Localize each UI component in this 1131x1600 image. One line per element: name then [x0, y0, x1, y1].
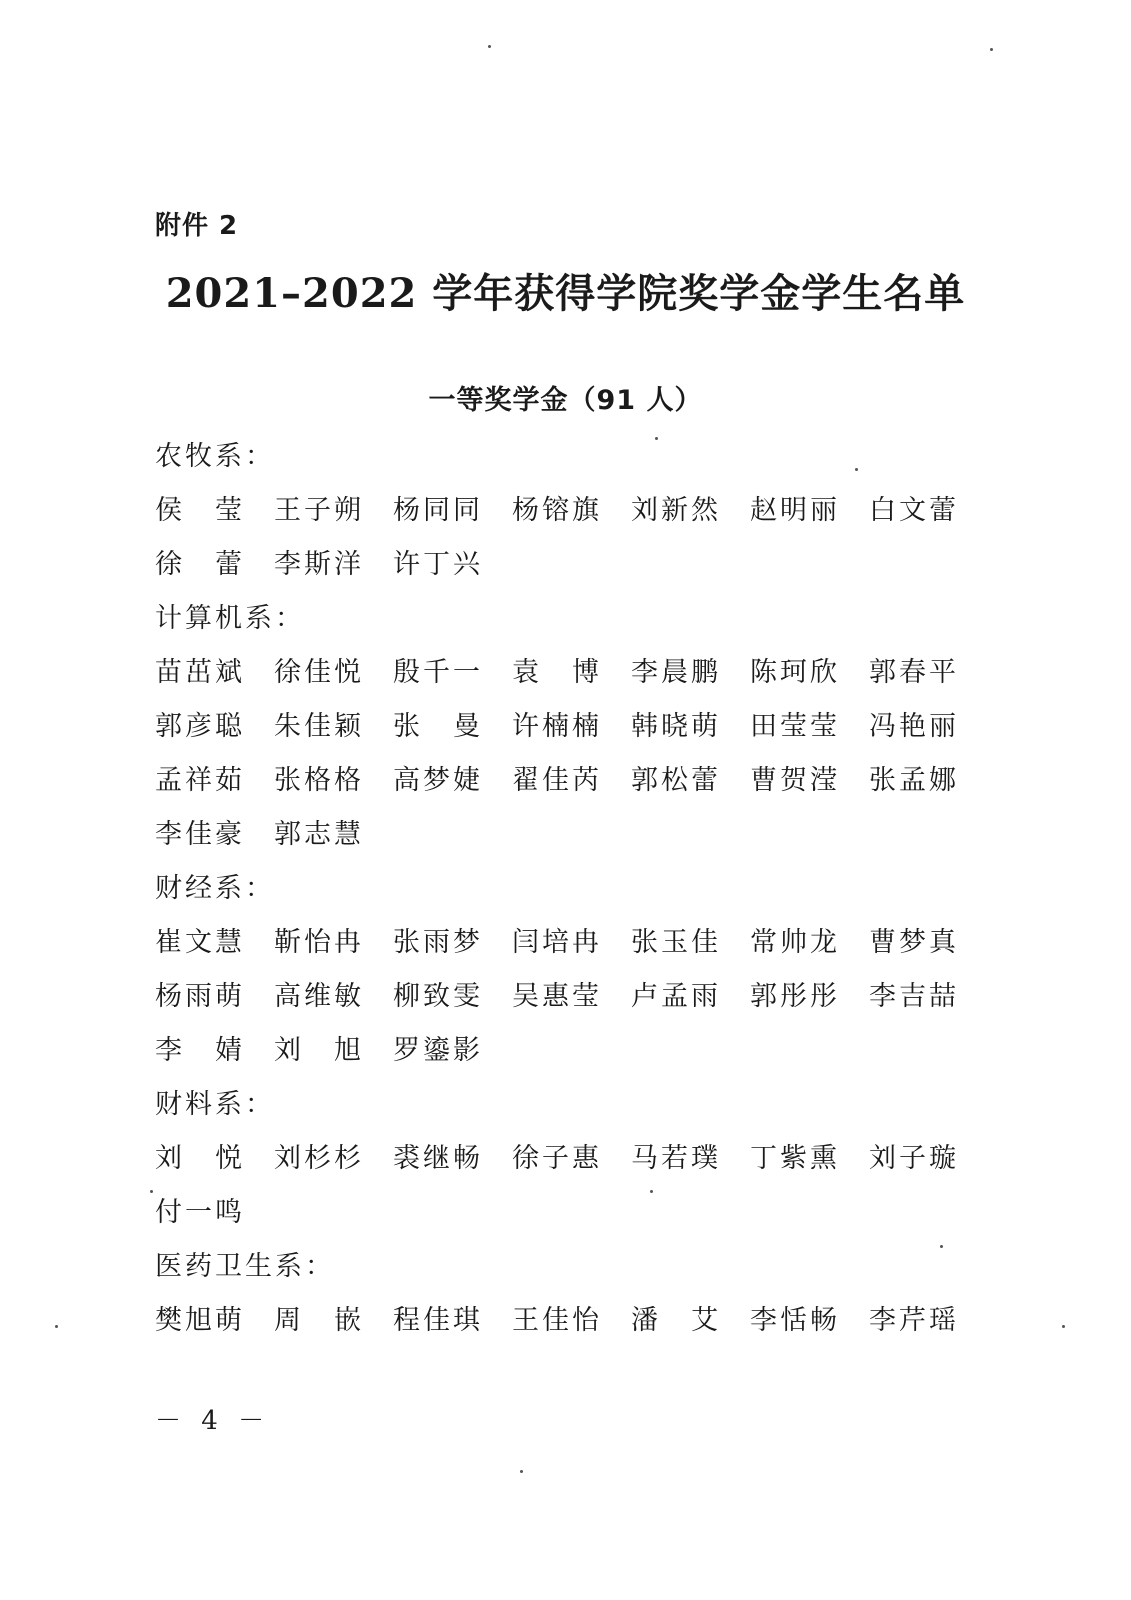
student-name: 李芹瑶: [869, 1305, 959, 1336]
student-name: 刘新然: [631, 495, 721, 526]
scan-speck: [940, 1245, 943, 1248]
student-name: 王子朔: [274, 495, 364, 526]
student-name: 李斯洋: [274, 549, 364, 580]
student-name: 张孟娜: [869, 765, 959, 796]
name-row: [155, 484, 995, 538]
student-name: 朱佳颖: [274, 711, 364, 742]
name-row: [155, 754, 995, 808]
student-name: 张 曼: [393, 711, 483, 742]
student-name: 李恬畅: [750, 1305, 840, 1336]
department-heading: 医药卫生系：: [155, 1251, 335, 1282]
student-name: 刘子璇: [869, 1143, 959, 1174]
department-heading: 农牧系：: [155, 441, 275, 472]
name-row: [155, 808, 995, 862]
student-name: 侯 莹: [155, 495, 245, 526]
student-name: 樊旭萌: [155, 1305, 245, 1336]
scan-speck: [488, 45, 491, 48]
scan-speck: [855, 468, 858, 471]
student-name: 卢孟雨: [631, 981, 721, 1012]
student-name: 徐佳悦: [274, 657, 364, 688]
name-row: [155, 1186, 995, 1240]
student-name: 田莹莹: [750, 711, 840, 742]
student-name: 张玉佳: [631, 927, 721, 958]
scholarship-list: [155, 430, 995, 1348]
student-name: 闫培冉: [512, 927, 602, 958]
section-title: 一等奖学金（91 人）: [428, 385, 703, 416]
student-name: 袁 博: [512, 657, 602, 688]
scan-speck: [520, 1470, 523, 1473]
student-name: 丁紫熏: [750, 1143, 840, 1174]
student-name: 杨雨萌: [155, 981, 245, 1012]
student-name: 徐 蕾: [155, 549, 245, 580]
name-row: [155, 646, 995, 700]
department-heading: 计算机系：: [155, 603, 305, 634]
name-row: [155, 1294, 995, 1348]
student-name: 刘 悦: [155, 1143, 245, 1174]
student-name: 李 婧: [155, 1035, 245, 1066]
name-row: [155, 1132, 995, 1186]
scan-speck: [150, 1190, 153, 1193]
student-name: 王佳怡: [512, 1305, 602, 1336]
name-row: [155, 970, 995, 1024]
student-name: 周 嵌: [274, 1305, 364, 1336]
student-name: 殷千一: [393, 657, 483, 688]
student-name: 崔文慧: [155, 927, 245, 958]
student-name: 苗茁斌: [155, 657, 245, 688]
student-name: 许楠楠: [512, 711, 602, 742]
student-name: 徐子惠: [512, 1143, 602, 1174]
name-row: [155, 538, 995, 592]
student-name: 李吉喆: [869, 981, 959, 1012]
scan-speck: [655, 437, 658, 440]
department-heading: 财经系：: [155, 873, 275, 904]
scan-speck: [1062, 1325, 1065, 1328]
student-name: 高维敏: [274, 981, 364, 1012]
student-name: 冯艳丽: [869, 711, 959, 742]
student-name: 孟祥茹: [155, 765, 245, 796]
student-name: 高梦婕: [393, 765, 483, 796]
student-name: 刘 旭: [274, 1035, 364, 1066]
student-name: 许丁兴: [393, 549, 483, 580]
student-name: 曹贺滢: [750, 765, 840, 796]
name-row: [155, 1024, 995, 1078]
student-name: 李晨鹏: [631, 657, 721, 688]
student-name: 裘继畅: [393, 1143, 483, 1174]
student-name: 马若璞: [631, 1143, 721, 1174]
scan-speck: [990, 48, 993, 51]
page-number: － 4 －: [155, 1406, 271, 1436]
document-title: 2021–2022 学年获得学院奖学金学生名单: [165, 270, 966, 317]
student-name: 程佳琪: [393, 1305, 483, 1336]
name-row: [155, 700, 995, 754]
department-heading: 财料系：: [155, 1089, 275, 1120]
student-name: 翟佳芮: [512, 765, 602, 796]
student-name: 郭彤彤: [750, 981, 840, 1012]
student-name: 郭松蕾: [631, 765, 721, 796]
student-name: 张格格: [274, 765, 364, 796]
student-name: 李佳豪: [155, 819, 245, 850]
student-name: 刘杉杉: [274, 1143, 364, 1174]
student-name: 白文蕾: [869, 495, 959, 526]
student-name: 赵明丽: [750, 495, 840, 526]
student-name: 杨同同: [393, 495, 483, 526]
student-name: 曹梦真: [869, 927, 959, 958]
student-name: 潘 艾: [631, 1305, 721, 1336]
name-row: [155, 916, 995, 970]
scan-speck: [55, 1325, 58, 1328]
scan-speck: [650, 1190, 653, 1193]
student-name: 韩晓萌: [631, 711, 721, 742]
student-name: 郭志慧: [274, 819, 364, 850]
student-name: 付一鸣: [155, 1197, 245, 1228]
attachment-label: 附件 2: [155, 211, 239, 241]
student-name: 常帅龙: [750, 927, 840, 958]
student-name: 靳怡冉: [274, 927, 364, 958]
student-name: 柳致雯: [393, 981, 483, 1012]
student-name: 罗鎏影: [393, 1035, 483, 1066]
student-name: 杨镕旗: [512, 495, 602, 526]
student-name: 郭春平: [869, 657, 959, 688]
student-name: 张雨梦: [393, 927, 483, 958]
student-name: 郭彦聪: [155, 711, 245, 742]
student-name: 吴惠莹: [512, 981, 602, 1012]
student-name: 陈珂欣: [750, 657, 840, 688]
